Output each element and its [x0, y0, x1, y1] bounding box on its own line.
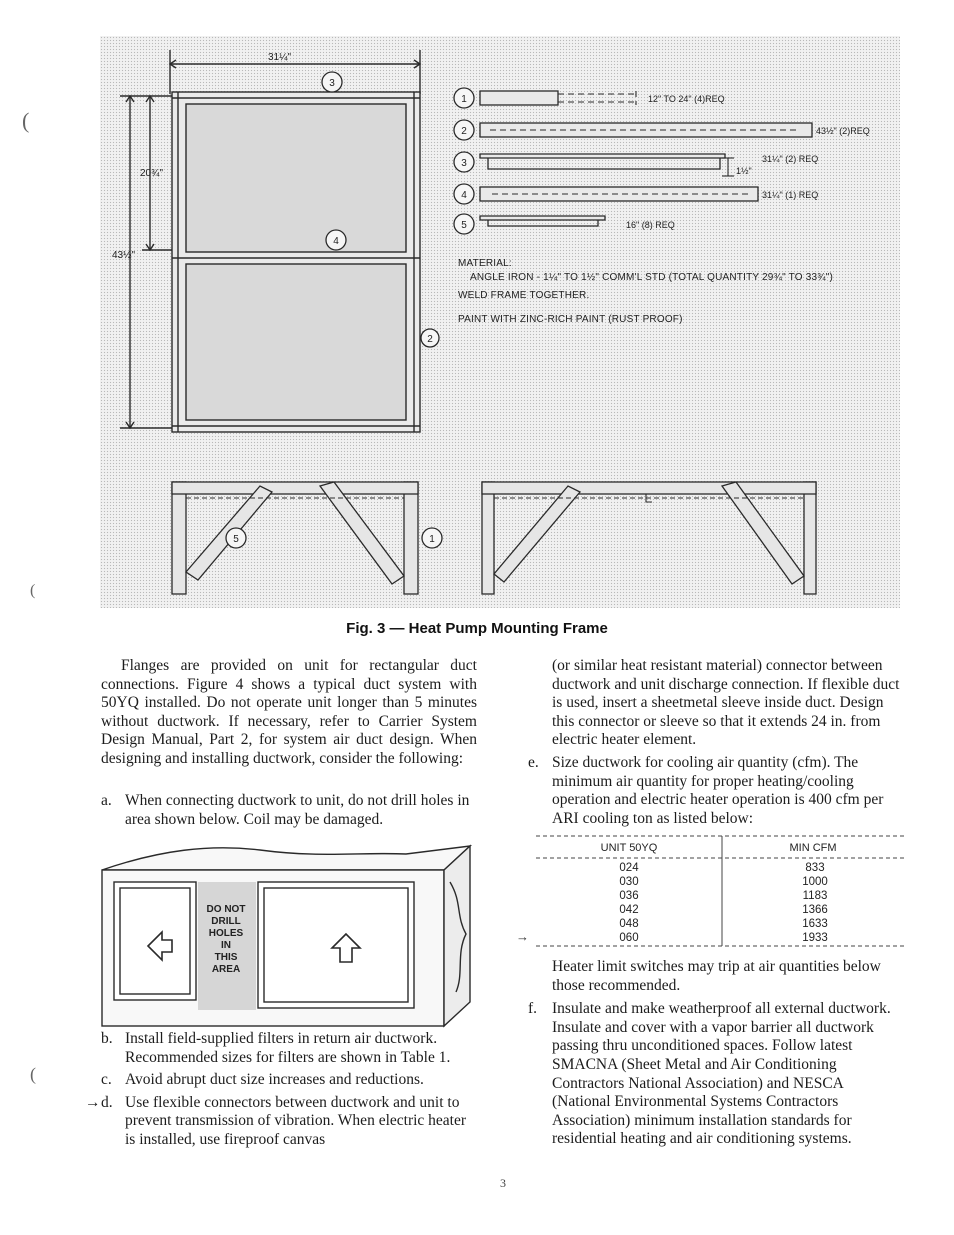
item-a-text: When connecting ductwork to unit, do not drill holes in area shown below. Coil may be damaged.: [125, 792, 470, 828]
table-header-cfm: MIN CFM: [789, 842, 837, 854]
item-c-label: c.: [101, 1071, 112, 1089]
mounting-frame-figure: [100, 36, 900, 608]
item-d-continued: [528, 657, 904, 750]
item-f: [528, 1000, 904, 1149]
callout-3-top-num: 3: [329, 78, 335, 89]
part-1-spec: 12" TO 24" (4)REQ: [648, 94, 725, 104]
table-unit-cell: 036: [619, 890, 639, 902]
part-1-num: 1: [461, 94, 467, 105]
unit-no-drill-diagram: [100, 842, 474, 1028]
dim-left-short: 20¾": [140, 168, 164, 179]
material-line: ANGLE IRON - 1¼" TO 1½" COMM'L STD (TOTAL QUANTITY 29¾" TO 33¾"): [470, 272, 834, 283]
item-a: [101, 792, 477, 829]
part-3-num: 3: [461, 158, 467, 169]
callout-5-elev-num: 5: [233, 534, 239, 545]
table-cfm-cell: 1366: [802, 904, 828, 916]
item-e: [528, 754, 904, 828]
unit-outline-drawing: [100, 842, 474, 1028]
callout-1-elev-num: 1: [429, 534, 435, 545]
heater-note: [528, 958, 904, 995]
part-4-spec: 31¼" (1) REQ: [762, 190, 819, 200]
callout-2-plan-num: 2: [427, 334, 433, 345]
no-drill-line-6: AREA: [211, 964, 241, 975]
figure-caption: Fig. 3 — Heat Pump Mounting Frame: [346, 620, 608, 637]
margin-bracket: (: [30, 1064, 36, 1084]
paint-note: PAINT WITH ZINC-RICH PAINT (RUST PROOF): [458, 314, 683, 325]
table-cfm-cell: 1000: [802, 876, 828, 888]
table-unit-cell: 060: [619, 932, 639, 944]
no-drill-line-4: IN: [221, 940, 231, 951]
part-3-height: 1½": [736, 166, 752, 176]
callout-4-plan-num: 4: [333, 236, 339, 247]
part-5-spec: 16" (8) REQ: [626, 220, 675, 230]
margin-bracket: (: [30, 582, 36, 599]
intro-paragraph: Flanges are provided on unit for rectangular duct connections. Figure 4 shows a typical duct system with 50YQ installed. Do not operate unit longer than 5 minutes without ductwork. If necessary, refer to Carrier System Design Manual, Part 2, for system air duct design. When designing and installing ductwork, consider the following:: [101, 657, 477, 767]
table-unit-cell: 048: [619, 918, 639, 930]
item-d-continued-text: (or similar heat resistant material) connector between ductwork and unit discharge connection. If flexible duct is used, insert a sheetmetal sleeve inside duct. Design this connector or sleeve so that it extends 24 in. from electric heater element.: [552, 657, 900, 749]
weld-note: WELD FRAME TOGETHER.: [458, 290, 590, 301]
no-drill-line-5: THIS: [214, 952, 238, 963]
table-revision-arrow-icon: →: [516, 929, 529, 944]
right-column-bottom: [528, 958, 904, 1149]
table-cfm-cell: 1933: [802, 932, 828, 944]
part-2-spec: 43½" (2)REQ: [816, 126, 870, 136]
item-c: [101, 1071, 477, 1090]
dim-left-long: 43½": [112, 250, 136, 261]
table-cfm-cell: 1183: [802, 890, 828, 902]
item-e-label: e.: [528, 753, 539, 771]
material-label: MATERIAL:: [458, 258, 512, 269]
item-b-label: b.: [101, 1030, 113, 1047]
item-e-text: Size ductwork for cooling air quantity (cfm). The minimum air quantity for proper heating/cooling operation and electric heater operation is 400 cfm per ARI cooling ton as listed below:: [552, 753, 884, 827]
item-b: [101, 1030, 477, 1067]
table-unit-cell: 042: [619, 904, 639, 916]
margin-bracket: (: [22, 108, 30, 133]
part-4-num: 4: [461, 190, 467, 201]
item-a-label: a.: [101, 792, 112, 809]
no-drill-line-2: DRILL: [211, 916, 241, 927]
table-unit-cell: 024: [619, 862, 639, 874]
left-column-intro: [101, 657, 477, 769]
item-f-label: f.: [528, 1000, 538, 1018]
dim-top-width: 31¼": [268, 52, 292, 63]
table-cfm-cell: 1633: [802, 918, 828, 930]
page-number: 3: [500, 1176, 506, 1190]
item-d-label: d.: [101, 1093, 113, 1111]
revision-arrow-icon: →: [85, 1093, 101, 1111]
no-drill-line-3: HOLES: [208, 928, 244, 939]
item-d: [85, 1093, 477, 1150]
part-2-num: 2: [461, 126, 467, 137]
table-cfm-cell: 833: [805, 862, 825, 874]
item-b-text: Install field-supplied filters in return air ductwork. Recommended sizes for filters are shown in Table 1.: [125, 1030, 451, 1066]
table-header-unit: UNIT 50YQ: [600, 842, 658, 854]
heater-note-text: Heater limit switches may trip at air quantities below those recommended.: [552, 958, 881, 994]
table-unit-cell: 030: [619, 876, 639, 888]
no-drill-line-1: DO NOT: [206, 904, 246, 915]
item-d-text: Use flexible connectors between ductwork and unit to prevent transmission of vibration. When electric heater is installed, use fireproof canvas: [125, 1093, 467, 1148]
part-5-num: 5: [461, 220, 467, 231]
part-3-spec: 31¼" (2) REQ: [762, 154, 819, 164]
item-c-text: Avoid abrupt duct size increases and reductions.: [125, 1071, 424, 1089]
right-column-top: [528, 657, 904, 828]
item-f-text: Insulate and make weatherproof all external ductwork. Insulate and cover with a vapor barrier all ductwork passing thru unconditioned spaces. Follow latest SMACNA (Sheet Metal and Air Conditioning Contractors National Association) and NESCA (National Environmental Systems Contractors Association) minimum installation standards for residential heating and air conditioning systems.: [552, 1000, 891, 1148]
items-b-d: [85, 1030, 477, 1150]
